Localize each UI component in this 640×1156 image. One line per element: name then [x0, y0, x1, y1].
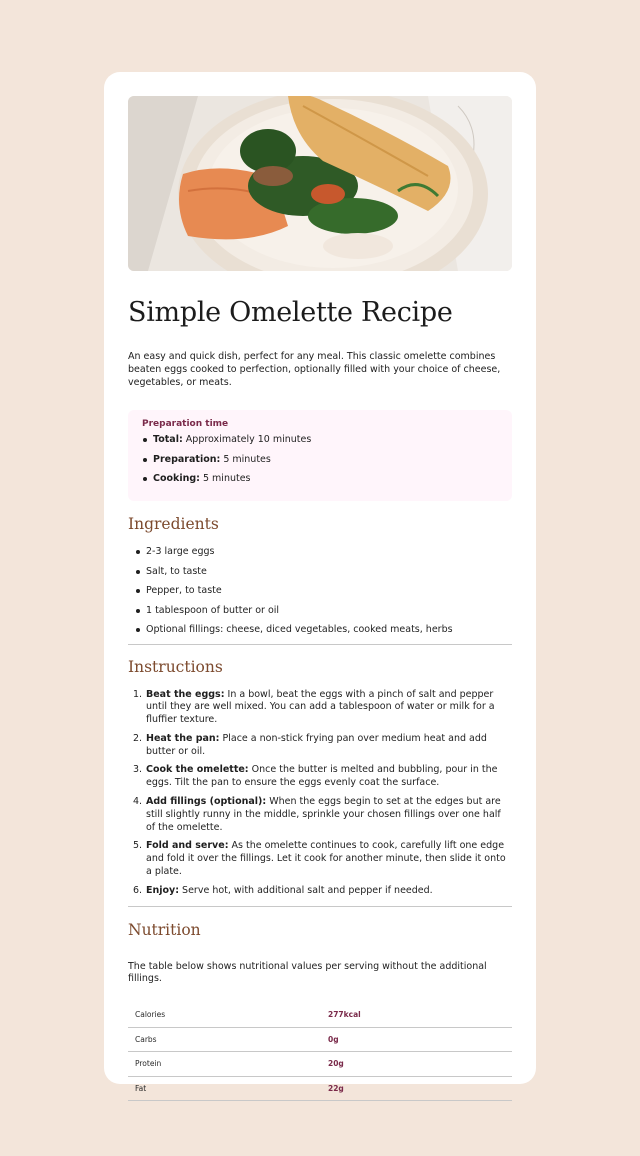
list-item — [133, 885, 512, 898]
nutrient-value: 277kcal — [328, 1003, 512, 1028]
nutrition-heading: Nutrition — [128, 920, 201, 939]
table-row — [128, 1052, 512, 1077]
step-label: Heat the pan: — [146, 732, 220, 744]
list-item — [133, 733, 512, 759]
preparation-title: Preparation time — [142, 419, 229, 429]
nutrient-name: Calories — [128, 1003, 328, 1028]
list-item: 2-3 large eggs — [135, 546, 512, 558]
nutrient-name: Protein — [128, 1052, 328, 1077]
step-label: Cook the omelette: — [146, 764, 249, 776]
step-label: Enjoy: — [146, 884, 180, 896]
prep-label: Cooking: — [153, 473, 200, 484]
ingredients-list — [128, 546, 512, 636]
table-row — [128, 1003, 512, 1028]
nutrient-value: 22g — [328, 1076, 512, 1101]
list-item — [133, 796, 512, 834]
prep-value: Approximately 10 minutes — [182, 434, 312, 445]
nutrition-table — [128, 1003, 512, 1102]
prep-value: 5 minutes — [220, 453, 271, 465]
instructions-list — [128, 689, 512, 898]
list-item: Salt, to taste — [135, 566, 512, 578]
prep-label: Preparation: — [153, 453, 221, 465]
instructions-heading: Instructions — [128, 657, 223, 676]
table-row — [128, 1027, 512, 1052]
prep-label: Total: — [153, 434, 183, 445]
nutrient-value: 0g — [328, 1027, 512, 1052]
page-title: Simple Omelette Recipe — [128, 297, 453, 328]
recipe-card — [104, 72, 536, 1093]
list-item: 1 tablespoon of butter or oil — [135, 605, 512, 617]
list-item — [142, 473, 498, 485]
step-number: 1. — [133, 688, 143, 700]
list-item — [133, 764, 512, 790]
list-item — [133, 689, 512, 727]
preparation-list — [142, 434, 498, 485]
nutrient-name: Carbs — [128, 1027, 328, 1052]
step-number: 5. — [133, 840, 143, 852]
step-label: Beat the eggs: — [146, 688, 225, 700]
prep-value: 5 minutes — [199, 473, 251, 484]
step-number: 3. — [133, 764, 143, 776]
step-text: When the eggs begin to set at the edges but are still slightly runny in the middle, sprinkle your chosen fillings over one half of the omelette. — [146, 796, 501, 833]
nutrient-name: Fat — [128, 1076, 328, 1101]
step-text: As the omelette continues to cook, carefully lift one edge and fold it over the fillings. Let it cook for another minute, then slide it onto a plate. — [146, 840, 506, 878]
preparation-box — [128, 410, 512, 501]
step-text: In a bowl, beat the eggs with a pinch of salt and pepper until they are well mixed. You can add a tablespoon of water or milk for a fluffier texture. — [146, 688, 495, 726]
step-number: 4. — [133, 796, 143, 808]
omelette-image — [128, 96, 512, 271]
recipe-intro: An easy and quick dish, perfect for any meal. This classic omelette combines beaten eggs cooked to perfection, optionally filled with your choice of cheese, vegetables, or meats. — [128, 351, 501, 388]
step-text: Once the butter is melted and bubbling, pour in the eggs. Tilt the pan to ensure the eggs evenly coat the surface. — [146, 764, 498, 789]
nutrient-value: 20g — [328, 1052, 512, 1077]
list-item — [133, 840, 512, 878]
step-text: Serve hot, with additional salt and pepper if needed. — [179, 884, 433, 896]
step-number: 6. — [133, 884, 143, 896]
nutrition-description: The table below shows nutritional values per serving without the additional fillings. — [128, 960, 487, 984]
list-item — [142, 434, 498, 446]
list-item — [142, 454, 498, 466]
ingredients-heading: Ingredients — [128, 515, 219, 533]
step-label: Add fillings (optional): — [146, 796, 267, 808]
step-text: Place a non-stick frying pan over medium heat and add butter or oil. — [146, 732, 487, 757]
section-divider — [128, 644, 512, 645]
step-label: Fold and serve: — [146, 840, 229, 852]
list-item: Optional fillings: cheese, diced vegetables, cooked meats, herbs — [135, 624, 512, 636]
list-item: Pepper, to taste — [135, 585, 512, 597]
step-number: 2. — [133, 732, 143, 744]
section-divider — [128, 906, 512, 907]
table-row — [128, 1076, 512, 1101]
